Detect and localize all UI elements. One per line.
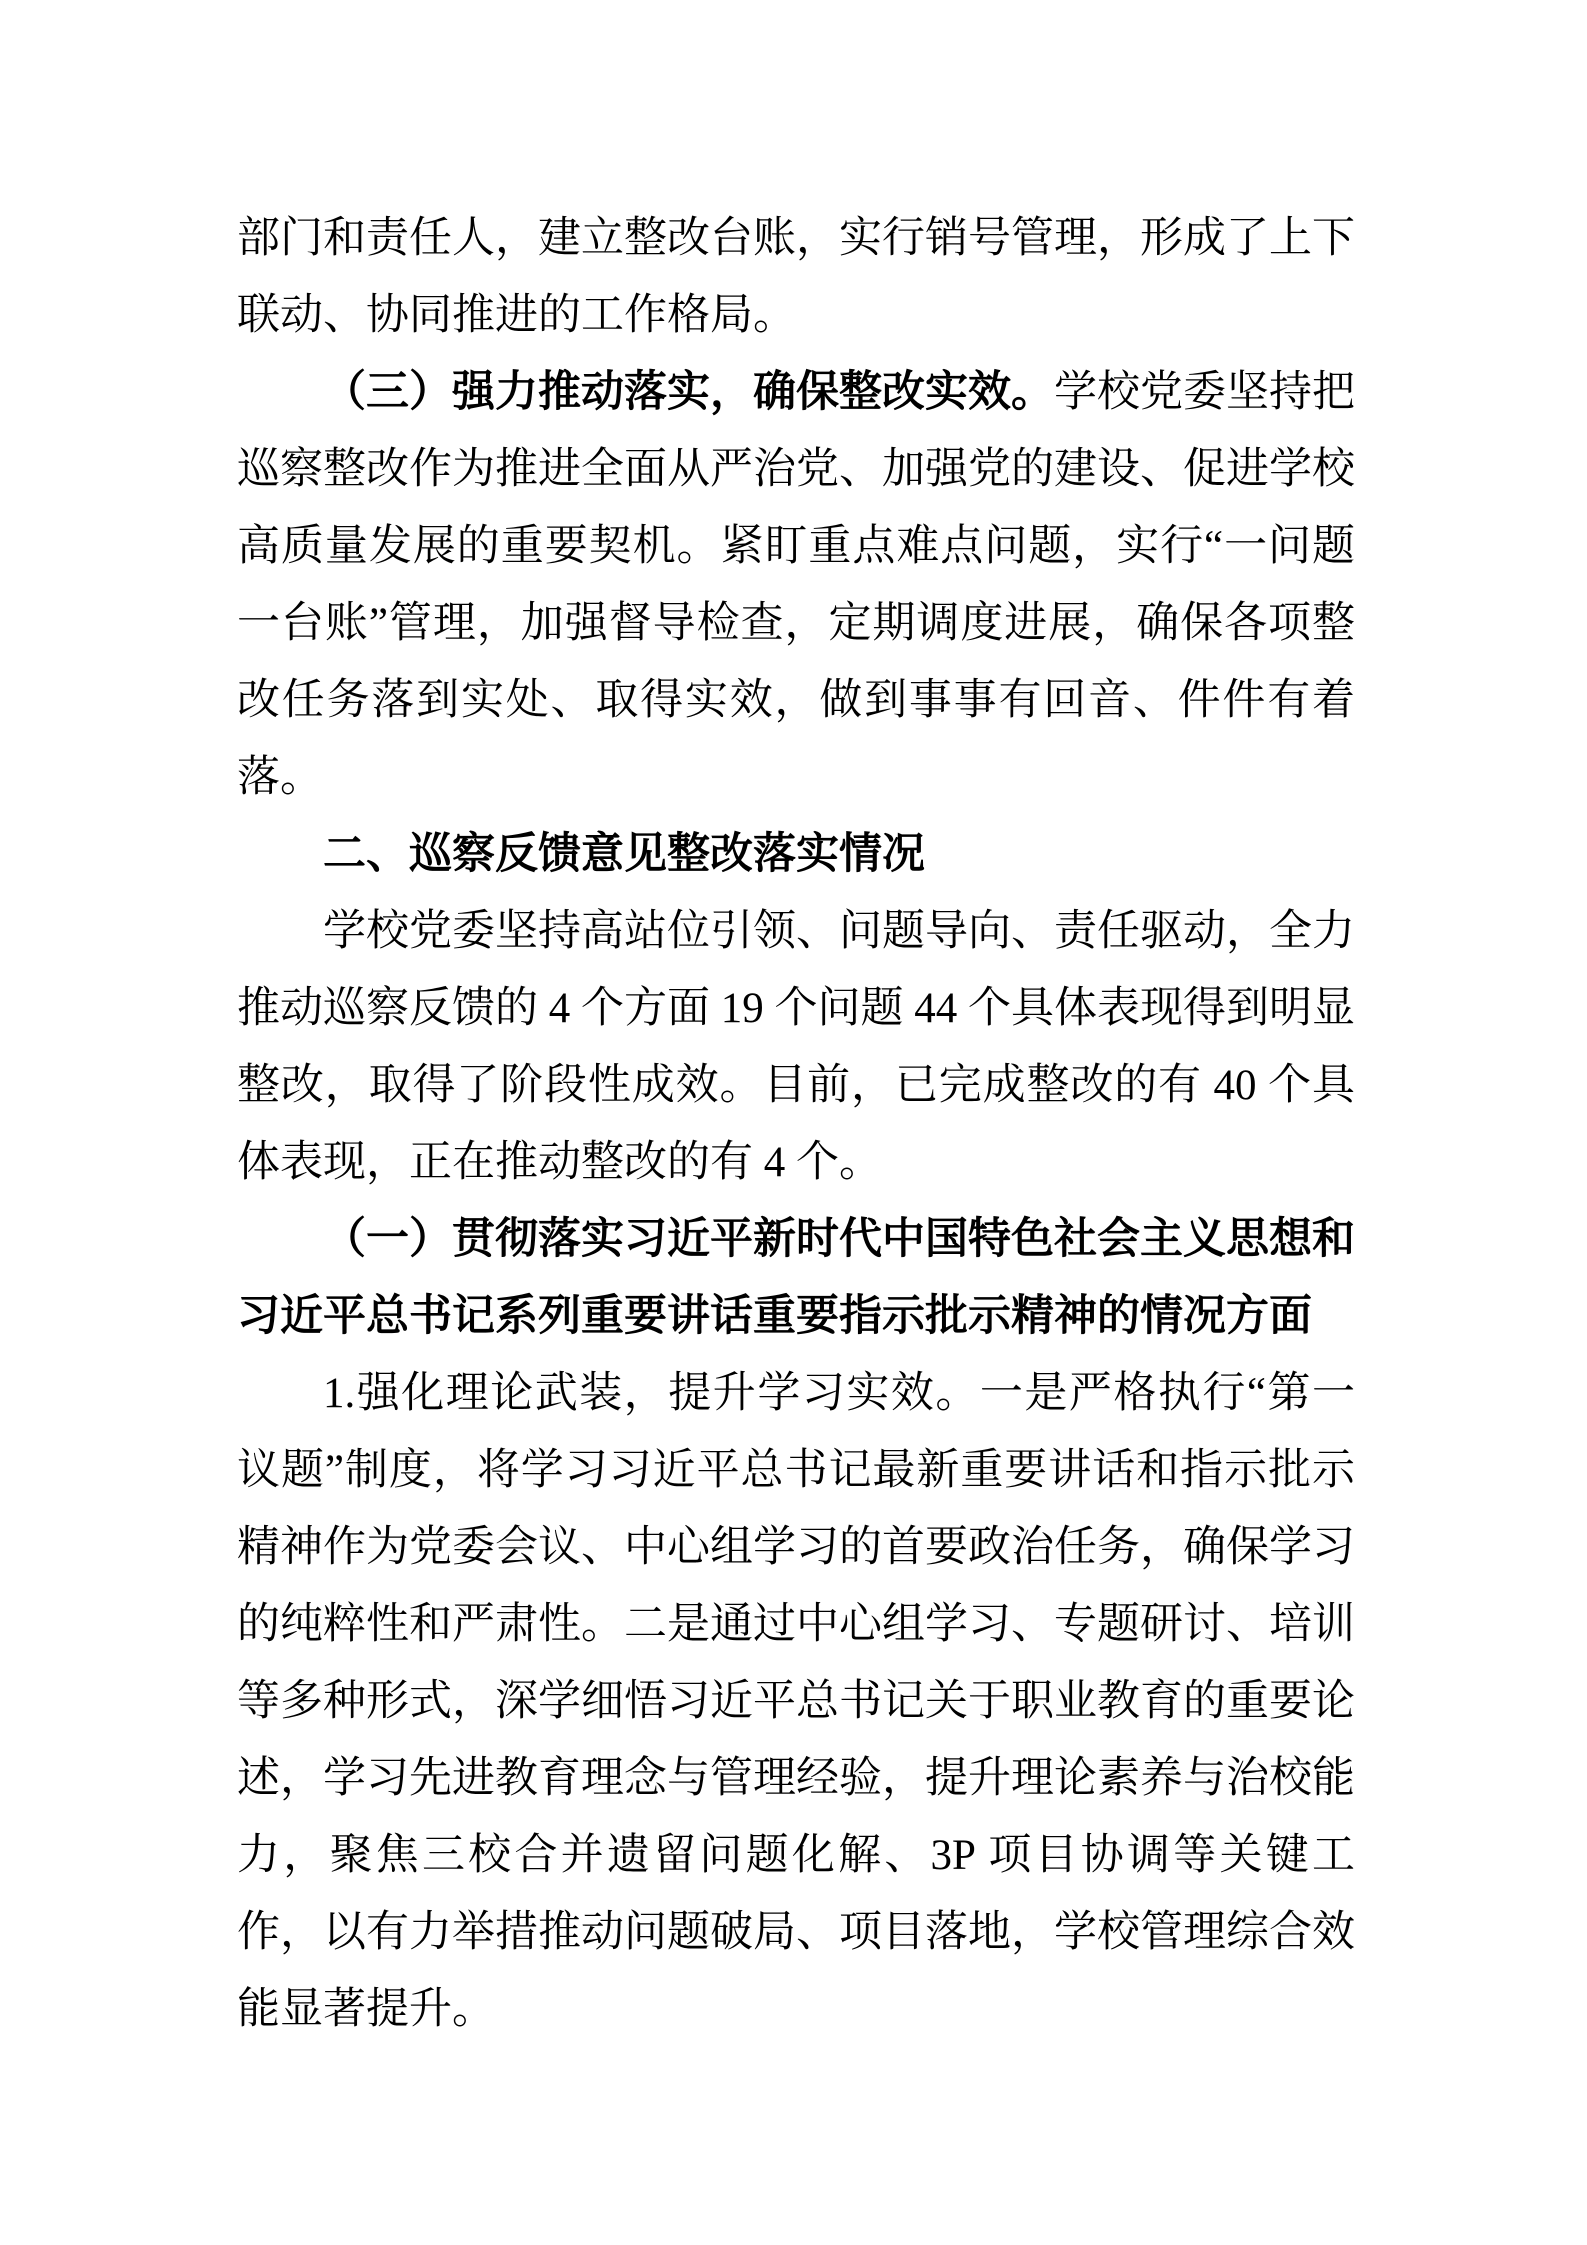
body-paragraph [237, 200, 1355, 354]
section-heading [237, 816, 1355, 893]
text-segment: 学校党委坚持把巡察整改作为推进全面从严治党、加强党的建设、促进学校高质量发展的重要契机。紧盯重点难点问题，实行“一问题一台账”管理，加强督导检查，定期调度进展，确保各项整改任务落到实处、取得实效，做到事事有回音、件件有着落。 [237, 369, 1355, 801]
document-text-block [237, 200, 1355, 2048]
body-paragraph [237, 1355, 1355, 2048]
emphasized-text-segment: （三）强力推动落实，确保整改实效。 [323, 369, 1054, 416]
subsection-heading [237, 1201, 1355, 1355]
text-segment: 1.强化理论武装，提升学习实效。一是严格执行“第一议题”制度，将学习习近平总书记最新重要讲话和指示批示精神作为党委会议、中心组学习的首要政治任务，确保学习的纯粹性和严肃性。二是通过中心组学习、专题研讨、培训等多种形式，深学细悟习近平总书记关于职业教育的重要论述，学习先进教育理念与管理经验，提升理论素养与治校能力，聚焦三校合并遗留问题化解、3P 项目协调等关键工作，以有力举措推动问题破局、项目落地，学校管理综合效能显著提升。 [237, 1370, 1355, 2033]
text-segment: 部门和责任人，建立整改台账，实行销号管理，形成了上下联动、协同推进的工作格局。 [237, 215, 1355, 339]
body-paragraph [237, 893, 1355, 1201]
emphasized-text-segment: （一）贯彻落实习近平新时代中国特色社会主义思想和习近平总书记系列重要讲话重要指示批示精神的情况方面 [237, 1216, 1355, 1340]
body-paragraph [237, 354, 1355, 816]
emphasized-text-segment: 二、巡察反馈意见整改落实情况 [323, 830, 925, 878]
text-segment: 学校党委坚持高站位引领、问题导向、责任驱动，全力推动巡察反馈的 4 个方面 19 个问题 44 个具体表现得到明显整改，取得了阶段性成效。目前，已完成整改的有 40 个具体表现，正在推动整改的有 4 个。 [237, 908, 1355, 1186]
